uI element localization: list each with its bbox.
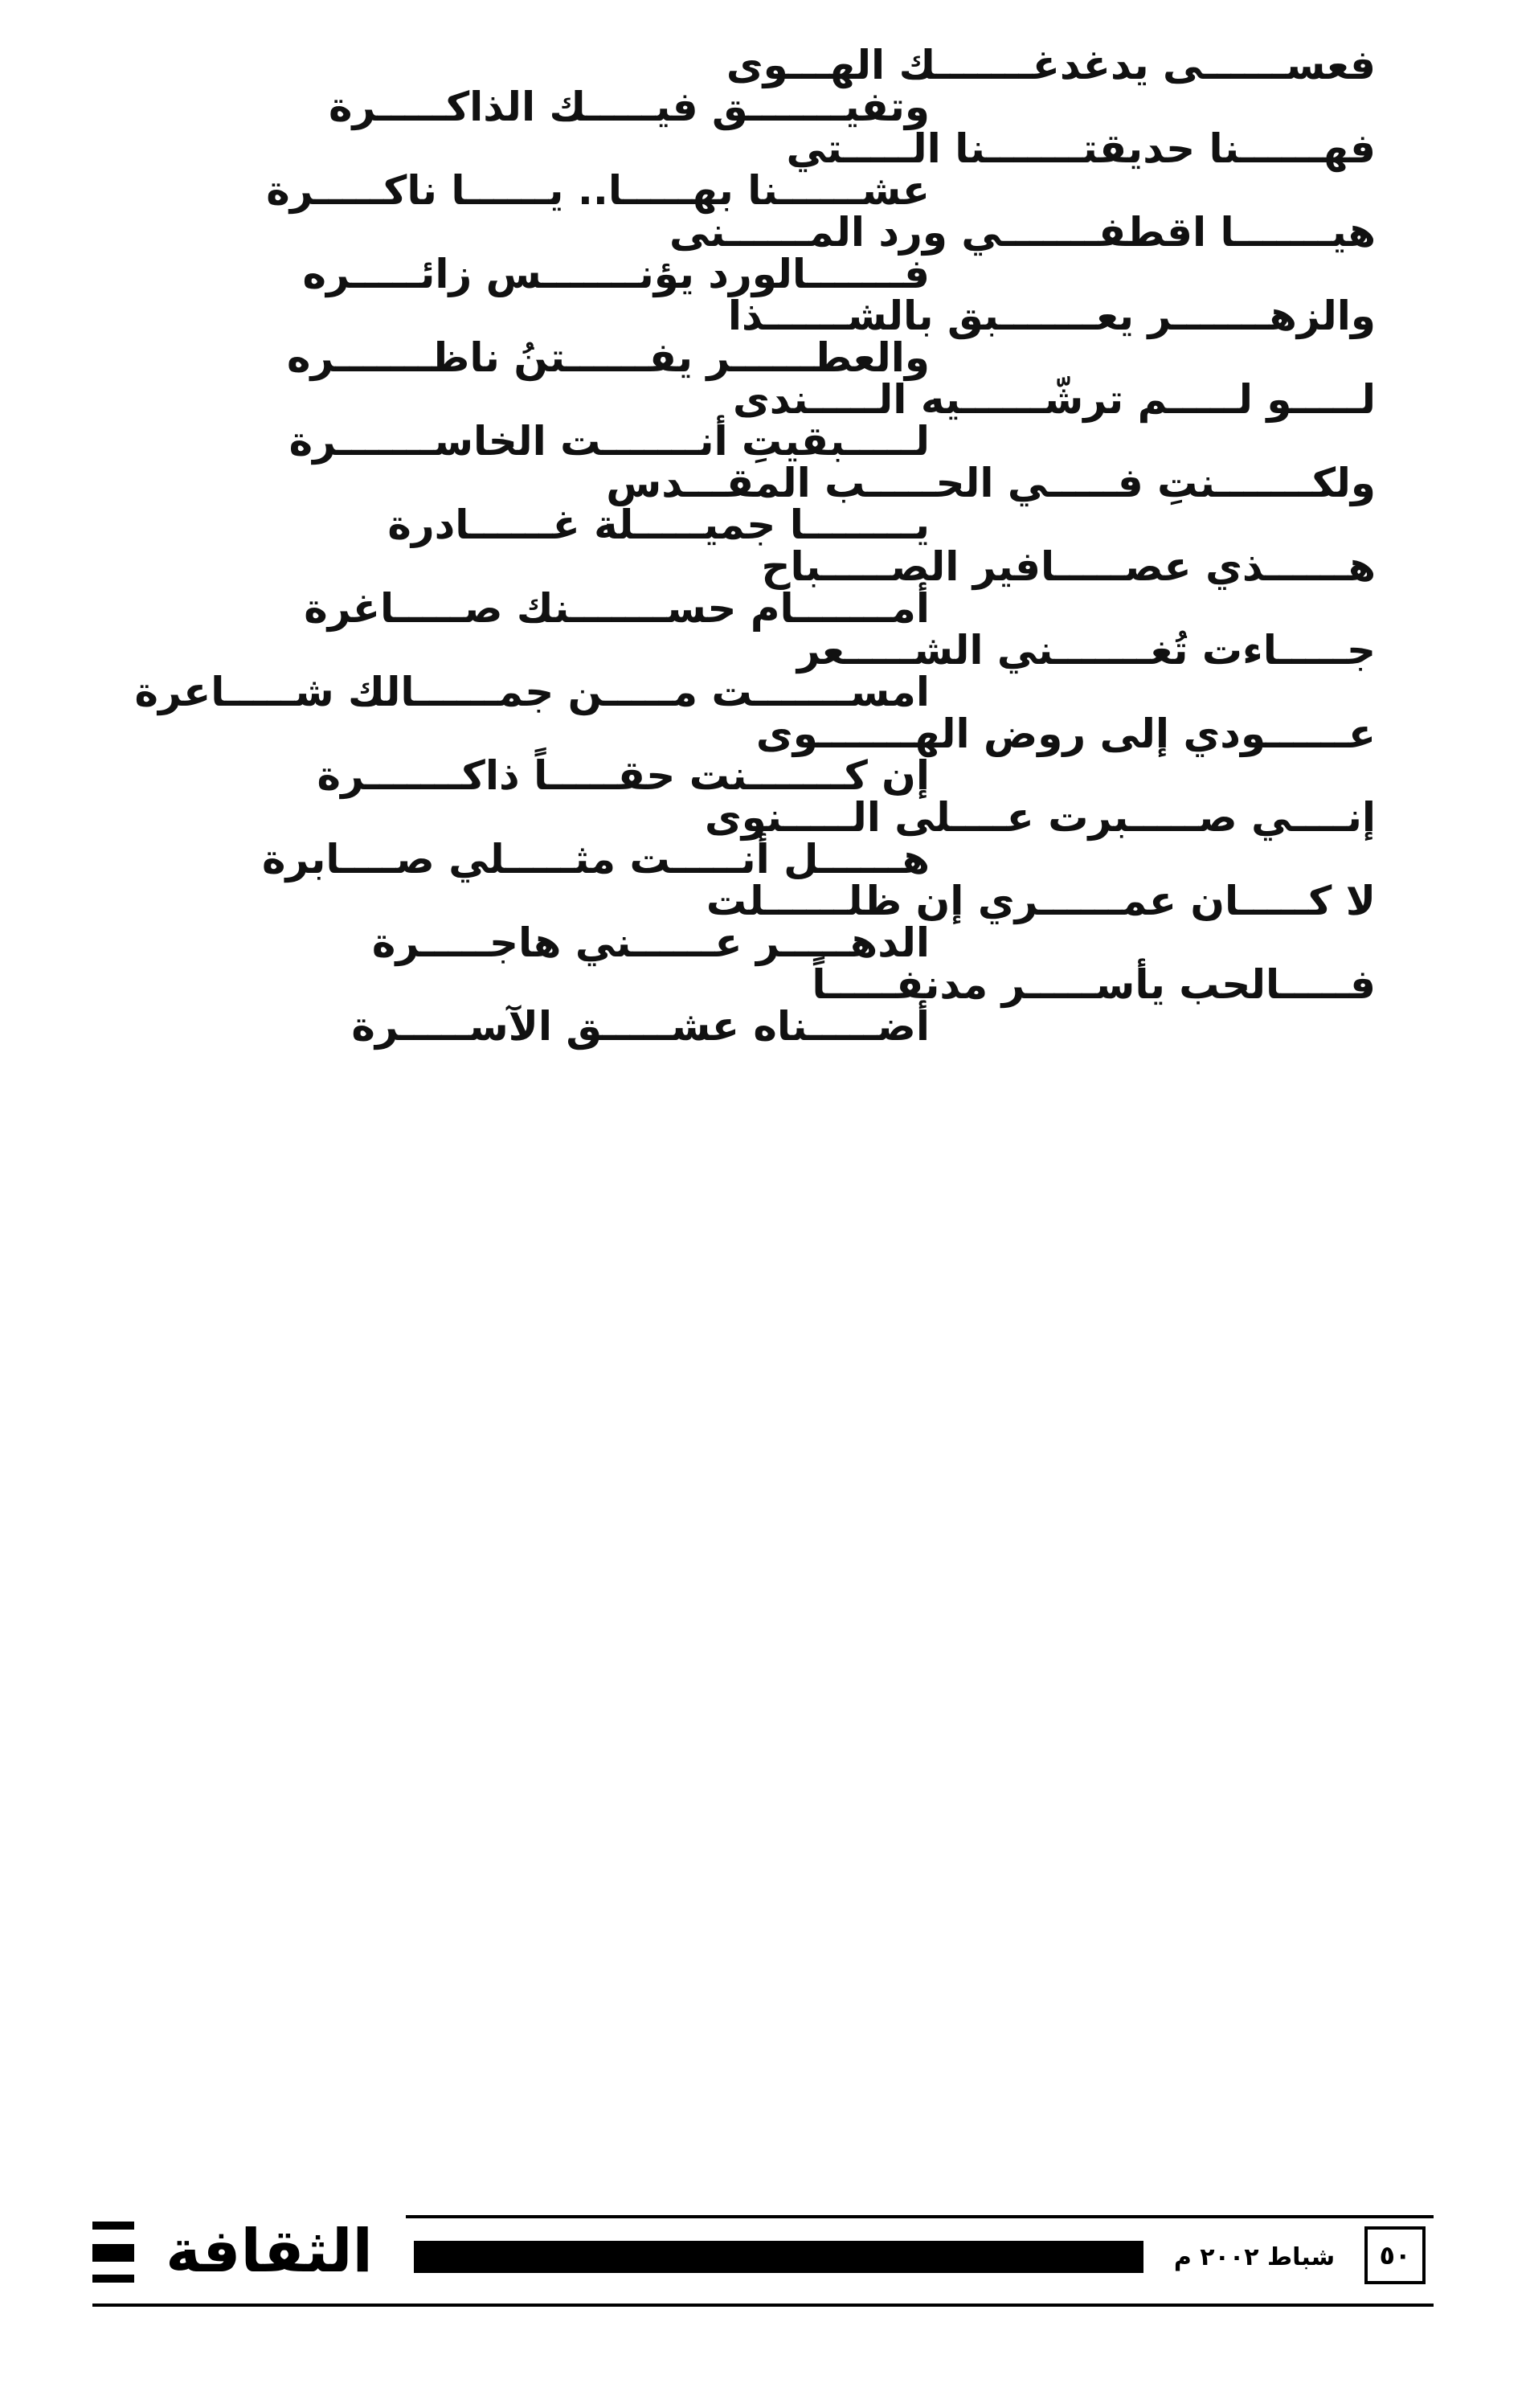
verse-line: إنــــي صـــــبرت عــــلى الـــــنوى [704, 794, 1376, 841]
verse-line: يــــــــا جميـــــلة غــــــادرة [387, 502, 930, 548]
verse-line: امســـــــت مـــــن جمــــــالك شـــــاعرة [134, 669, 930, 715]
issue-date: شباط ٢٠٠٢ م [1173, 2243, 1336, 2271]
logo-bar [92, 2275, 134, 2283]
verse-line: لـــــو لـــــم ترشّــــــيه الـــــندى [732, 376, 1376, 423]
magazine-name: الثقافة [166, 2217, 373, 2286]
verse-line: لا كـــــان عمــــــري إن ظلــــــلت [706, 878, 1376, 924]
footer-bottom-rule [92, 2304, 1434, 2307]
verse-line: هــــــل أنـــــت مثـــــلي صــــابرة [261, 836, 930, 883]
verse-line: لـــــبقيتِ أنـــــــت الخاســـــــرة [288, 418, 930, 465]
magazine-logo [92, 2212, 399, 2291]
verse-line: جـــــاءت تُغـــــــني الشـــــعر [796, 627, 1376, 674]
verse-line: ولكـــــــنتِ فـــــي الحـــــب المقـــدس [606, 460, 1376, 506]
verse-line: أمـــــــام حســـــــنك صـــــاغرة [304, 585, 930, 632]
page-number: ٥٠ [1364, 2226, 1426, 2284]
footer-top-rule [406, 2215, 1434, 2218]
verse-line: أضـــــناه عشـــــق الآســـــرة [351, 1003, 930, 1050]
verse-line: الدهـــــر عــــــني هاجـــــرة [371, 919, 930, 966]
verse-line: فهــــــنا حديقتـــــــنا الـــــتي [786, 125, 1376, 172]
verse-line: عشــــــنا بهـــــا.. يــــــا ناكـــــرة [266, 167, 930, 214]
logo-bar [92, 2244, 134, 2262]
verse-line: عــــــودي إلى روض الهـــــــوى [755, 711, 1376, 757]
verse-line: فـــــــالورد يؤنـــــــس زائـــــره [302, 251, 930, 297]
verse-line: هــــــذي عصـــــافير الصـــــباح [761, 543, 1376, 590]
verse-line: فـــــالحب يأســـــر مدنفـــــاً [812, 961, 1376, 1008]
verse-line: والعطــــــر يفــــــتنُ ناظـــــــره [287, 334, 930, 381]
logo-bar [92, 2222, 134, 2230]
verse-line: هيـــــــا اقطفـــــــي ورد المــــــنى [669, 209, 1376, 256]
verse-line: إن كـــــــنت حقـــــاً ذاكـــــــرة [317, 752, 930, 799]
verse-line: والزهـــــــر يعـــــــبق بالشــــــذا [727, 293, 1376, 339]
verse-line: وتفيـــــــق فيـــــك الذاكـــــرة [329, 84, 930, 130]
footer-thick-bar [414, 2241, 1143, 2273]
verse-line: فعســــــى يدغدغـــــــك الهـــوى [726, 42, 1376, 88]
